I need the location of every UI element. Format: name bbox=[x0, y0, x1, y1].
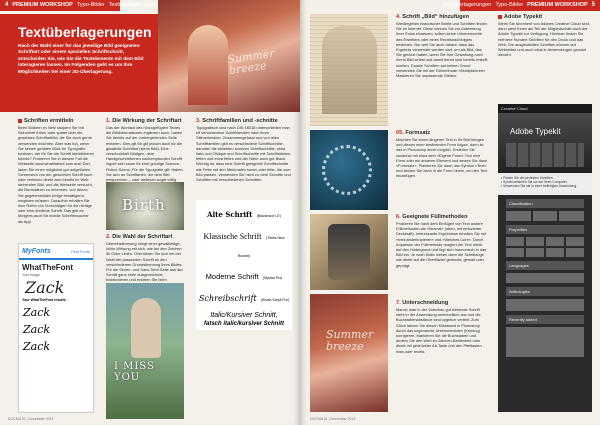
photo-letter bbox=[310, 14, 388, 126]
intro-box bbox=[0, 14, 158, 112]
photo-birth bbox=[106, 182, 184, 230]
photo-fuellmethoden bbox=[310, 214, 388, 290]
photo-kerning bbox=[310, 294, 388, 412]
section-1: 1. Die Wirkung der Schriftart Das der Wortlaut des hinzugefügten Textes die Bildinformationen ergänzen kann, haben Sie bereits auf der vorhergehenden Seite erfahren. Dies gilt für gilt jedoch auch für die gewählte Schriftart (siehe Bild). Eine verschnörkelt Blütigen, dem Handgeschriebenen nachempfunden Schrift eignet sich kaum für eine grunlige Science-Fiction-Szene. Für die Typografie gilt: Halten Sie sich an Schriftarten, die dem Bild entsprechen – oder vielleicht sogar völlig bbox=[106, 118, 183, 183]
myfonts-logo: MyFonts bbox=[22, 247, 51, 255]
left-header bbox=[0, 0, 158, 11]
result-sample-2: Zack bbox=[23, 323, 51, 336]
right-footer: DOCMA 51 | Dezember 2013 bbox=[310, 417, 356, 421]
filter-languages[interactable]: Languages bbox=[506, 261, 584, 270]
section-text: Beim Stöbern im Netz stolpern Sie mit Sicherheit früher oder später über ein gesetztes Schriftartbild, die Sie auch gerne verwenden möchten. Aber was tun, wenn Sie keinen geübten Blick für Typografie besitzen, der für Sie die Schrift identifizieren könnte? Probieren Sie in diesem Fall die Webseite www.whatthefont.com aus! Dort laden Sie einen möglichst gut aufgelösten Screenshot von der gesuchten Schrift hoch oder verlinken direkt zum bereits im Web stehenden Bild, und die Webseite versucht, die Buchstaben zu erkennen, von denen Sie gegebenenfalls einige bestätigend eingeben müssen. Daraufhin erhalten Sie eine Reihe von Vorschlägen für die richtige oder eine ähnliche Schrift. Das gibt es übrigens auch für mobile Schriftensucher als App. bbox=[18, 125, 94, 224]
header-section: Textüberlagerungen bbox=[442, 2, 492, 8]
caption: • Verwenden Sie sie in einer beliebigen Anwendung. bbox=[501, 184, 578, 188]
typekit-filters bbox=[498, 195, 592, 361]
section-4: 4. Schrift „Bild“ hinzufügen Wiedergeben historischer Briefe und Schriften finden Sie im Internet. Diese können Sie zur Aufwertung Ihrer Fotos einsetzen, sofern keine Urheberrechte des Erstellers oder eines Rechtsnachfolgers bestehen. Nur weil Sie auch darauf, dass das Ergebnis verwendet werden darf, um als Bild, das Sie genutzt haben, wenn Sie Ihre Gestaltung nach Ihrem Bild selbst und damit fremd sind bereits erstellt wurden. Dunkle Schriften auf hellem Grund verwenden Sie mit der Füllmethode »Multiplizieren«. Maskieren Sie unpassende Stellen. bbox=[396, 14, 488, 125]
font-sample-script: Schreibschrift bbox=[199, 294, 257, 303]
font-sample-bold-italic: fatsch italic/kursiver Schnitt bbox=[203, 321, 285, 327]
section-6: 6. Geeignete Füllmethoden Probieren Sie nach dem Einfügen von Text andere Füllmethoden als »Normal« (oben, mit reduzierter Deckkraft). Interessante Ergebnisse erhalten Sie mit »Ineinanderkopieren« und »Weiches Licht«. Durch Anpassen der Füllmethode reagiert der Text direkt auf den Hintergrund und fügt sich harmonisch in das Bild ein. Je nach Motiv wirken dann die Schriftzüge wie direkt auf die Oberfläche gedruckt, gemalt oder geprägt. bbox=[396, 214, 488, 301]
header-section: Textüberlagerungen bbox=[108, 2, 158, 8]
section-title: Die Wahl der Schriftart bbox=[112, 234, 173, 240]
photo-birth-text: Birth bbox=[122, 196, 166, 214]
photo-summer-breeze bbox=[158, 0, 300, 112]
wtf-results-label: Your WhatTheFont results: bbox=[22, 298, 67, 302]
page-number: 5 bbox=[591, 2, 595, 8]
section-text: Möchten Sie einen längeren Text in Ihr Bild bringen und diesen einer bestimmten Form folgen, dann ist das in Photoshop leicht möglich. Erstellen Sie zunächst mit etwa dem »Eigene Form«-Tool eine Form oder ein anderes Element und setzen Sie dann »Formsatz«. Platzieren Sie dann das Symbol »Text« und klicken Sie dann in die Form hinein, um den Text einzufügen. bbox=[396, 137, 488, 179]
header-topic: Typo-Bilder bbox=[76, 2, 105, 8]
photo-formsatz bbox=[310, 130, 388, 210]
font-name: (Blackmoor LE) bbox=[256, 214, 281, 218]
photo-summer-text: Summer breeze bbox=[326, 328, 374, 353]
font-name: (Brush Script Pro) bbox=[261, 298, 289, 302]
section-text: Wiedergeben historischer Briefe und Schriften finden Sie im Internet. Diese können Sie zur Aufwertung Ihrer Fotos einsetzen, sofern keine Urheberrechte des Erstellers oder eines Rechtsnachfolgers bestehen. Nur weil Sie auch darauf, dass das Ergebnis verwendet werden darf, um als Bild, das Sie genutzt haben, wenn Sie Ihre Gestaltung nach Ihrem Bild selbst und damit fremd sind bereits erstellt wurden. Dunkle Schriften auf hellem Grund verwenden Sie mit der Füllmethode »Multiplizieren«. Maskieren Sie unpassende Stellen. bbox=[396, 21, 488, 79]
result-sample-3: Zack bbox=[23, 340, 51, 353]
photo-summer-text: Summer breeze bbox=[226, 46, 276, 78]
typekit-banner bbox=[498, 113, 592, 173]
font-sample-classic: Klassische Schrift bbox=[203, 232, 262, 241]
font-sample-old: Alte Schrift bbox=[207, 210, 253, 219]
header-topic: Typo-Bilder bbox=[495, 2, 524, 8]
section-7: 7. Unterschneidung Manch man in der Vorschau gut wirkende Schrift steht in der Anwendung uneinheitlich aus und die Buchstabenabstände sind ungleich verteilt. Zum Glück lassen Sie diesen Missstand in Photoshop durch das sogenannte Unterschneiden (Kerning) korrigieren. Markieren Sie die Buchstaben und ändern Sie den Wert im Zeichen-Bedienfeld oder direkt mit gedrückter Alt-Taste und den Pfeiltasten links oder rechts. bbox=[396, 300, 488, 411]
left-footer: DOCMA 51 | Dezember 2013 bbox=[8, 417, 54, 421]
typekit-logo: Adobe Typekit bbox=[510, 127, 561, 136]
right-header bbox=[442, 0, 600, 11]
section-title: Formsatz bbox=[405, 130, 431, 136]
section-find-fonts bbox=[18, 118, 94, 243]
section-title: Schriftfamilien und -schnitte bbox=[202, 118, 278, 124]
typekit-captions bbox=[498, 173, 592, 195]
section-2: 2. Die Wahl der Schriftart Übereinstimmung bringt einer gewaltlesige, kühle Wirkung mit sich, wie bei den Zeichen 50 Duke Linien. Orientieren Sie sich bei der Wahl der passenden Schrift an den verschiedenen Grundstimmung Ihres Bildes. Für die Serien- und Sans-Serif-Seite aus der Schrift ganz eben ausgezeichnet, funktionieren und erzielen Sie beim bbox=[106, 234, 184, 287]
section-title: Adobe Typekit bbox=[504, 14, 543, 20]
section-title: Schriften ermitteln bbox=[24, 118, 74, 124]
section-text: Typografisch sind nach DIN 16518 unterschieden man elf verschiedene Schriftfamilien nach ihren Stilmerkmalen. Zusammengefasst und von allen Schriftfamilien gibt es verschiedene Schriftschnitte, darunter die beliebten kursiven Schriftschnitte, etwa Italic und Oblique und Schriftschnitte mit Schriftstärken, fetten und extra fetten und der Nähe auch gut Black. Wichtig ist, dass eine Schrift geeignete Schriftschnitte wie Fette mit den Merkmalen kursiv oder fette, die zum Bild passen. Verwenden Sie nicht zu viele Schnitte und Schriften mit verschiedenen Schnitten. bbox=[196, 125, 292, 183]
page-title: Textüberlagerungen bbox=[18, 24, 152, 40]
font-sample-modern: Moderne Schrift bbox=[205, 272, 259, 281]
section-title: Schrift „Bild“ hinzufügen bbox=[402, 14, 470, 20]
section-title: Unterschneidung bbox=[402, 300, 449, 306]
intro-text: Nach der Wahl einer für das jeweilige Bild geeigneten Schriftart oder einem speziellen Schriftschnitt, entscheiden Sie, wie Sie die Textelemente mit dem Bild interagieren lassen. Im Folgenden geht es um Ihre Möglichkeiten bei einer 2D-Überlagerung. bbox=[18, 44, 144, 75]
whatthefont-screenshot bbox=[18, 243, 94, 413]
cc-title: Creative Cloud bbox=[498, 104, 592, 113]
font-name: (Myriad Pro) bbox=[263, 276, 283, 280]
right-page bbox=[300, 0, 600, 425]
font-name: (Times New Roman) bbox=[237, 236, 285, 258]
section-3: 3. Schriftfamilien und -schnitte Typografisch sind nach DIN 16518 unterschieden man elf verschiedene Schriftfamilien nach ihren Stilmerkmalen. Zusammengefasst und von allen Schriftfamilien gibt es verschiedene Schriftschnitte, darunter die beliebten kursiven Schriftschnitte, etwa Italic und Oblique und Schriftschnitte mit Schriftstärken, fetten und extra fetten und der Nähe auch gut Black. Wichtig ist, dass eine Schrift geeignete Schriftschnitte wie Fette mit den Merkmalen kursiv oder fette, die zum Bild passen. Verwenden Sie nicht zu viele Schnitte und Schriften mit verschiedenen Schnitten. bbox=[196, 118, 292, 203]
photo-i-miss-you bbox=[106, 283, 184, 419]
section-text: Das der Wortlaut des hinzugefügten Textes die Bildinformationen ergänzen kann, haben Sie bereits auf der vorhergehenden Seite erfahren. Dies gilt für gilt jedoch auch für die gewählte Schriftart (siehe Bild). Eine verschnörkelt Blütigen, dem Handgeschriebenen nachempfunden Schrift eignet sich kaum für eine grunlige Science-Fiction-Szene. Für die Typografie gilt: Halten Sie sich an Schriftarten, die dem Bild entsprechen – oder vielleicht sogar völlig bbox=[106, 125, 183, 183]
section-text: Manch man in der Vorschau gut wirkende Schrift steht in der Anwendung uneinheitlich aus und die Buchstabenabstände sind ungleich verteilt. Zum Glück lassen Sie diesen Missstand in Photoshop durch das sogenannte Unterschneiden (Kerning) korrigieren. Markieren Sie die Buchstaben und ändern Sie den Wert im Zeichen-Bedienfeld oder direkt mit gedrückter Alt-Taste und den Pfeiltasten links oder rechts. bbox=[396, 307, 482, 354]
section-text: Probieren Sie nach dem Einfügen von Text andere Füllmethoden als »Normal« (oben, mit reduzierter Deckkraft). Interessante Ergebnisse erhalten Sie mit »Ineinanderkopieren« und »Weiches Licht«. Durch Anpassen der Füllmethode reagiert der Text direkt auf den Hintergrund und fügt sich harmonisch in das Bild ein. Je nach Motiv wirken dann die Schriftzüge wie direkt auf die Oberfläche gedruckt, gemalt oder geprägt. bbox=[396, 221, 487, 268]
filter-anthologies[interactable]: Anthologies bbox=[506, 287, 584, 296]
your-image-label: Your Image bbox=[22, 273, 40, 277]
section-text: Übereinstimmung bringt einer gewaltlesige, kühle Wirkung mit sich, wie bei den Zeichen 50 Duke Linien. Orientieren Sie sich bei der Wahl der passenden Schrift an den verschiedenen Grundstimmung Ihres Bildes. Für die Serien- und Sans-Serif-Seite aus der Schrift ganz eben ausgezeichnet, funktionieren und erzielen Sie beim bbox=[106, 241, 183, 283]
font-samples-box bbox=[196, 200, 292, 330]
page-number: 4 bbox=[5, 2, 9, 8]
header-brand: PREMIUM WORKSHOP bbox=[12, 2, 73, 8]
section-5: 05. Formsatz Möchten Sie einen längeren Text in Ihr Bild bringen und diesen einer bestimmten Form folgen, dann ist das in Photoshop leicht möglich. Erstellen Sie zunächst mit etwa dem »Eigene Form«-Tool eine Form oder ein anderes Element und setzen Sie dann »Formsatz«. Platzieren Sie dann das Symbol »Text« und klicken Sie dann in die Form hinein, um den Text einzufügen. bbox=[396, 130, 488, 207]
section-title: Die Wirkung der Schriftart bbox=[112, 118, 182, 124]
font-sample-italic: Italic/Kursiver Schnitt, bbox=[210, 312, 278, 319]
section-title: Geeignete Füllmethoden bbox=[402, 214, 468, 220]
filter-properties[interactable]: Properties bbox=[506, 225, 584, 234]
filter-recently-added[interactable]: Recently added bbox=[506, 315, 584, 324]
find-fonts-link[interactable]: Find Fonts bbox=[71, 248, 90, 254]
result-sample-1: Zack bbox=[23, 306, 51, 319]
header-brand: PREMIUM WORKSHOP bbox=[527, 2, 588, 8]
photo-miss-text: I MISS YOU bbox=[114, 361, 155, 383]
zack-sample: Zack bbox=[25, 278, 65, 297]
caption: • Synchronisieren Sie sie auf Ihren Computer. bbox=[501, 180, 568, 184]
caption: • Finden Sie die perfekten Schriften. bbox=[501, 176, 554, 180]
section-typekit bbox=[498, 14, 592, 99]
typekit-screenshot bbox=[498, 104, 592, 412]
section-text: Wenn Sie Abonnent von Adobes Creative Cloud sind, dann steht Ihnen als Teil der Mitgliedschaft auch der Adobe Typekit zur Verfügung. Hierüber finden Sie mehrere Hundert Schriften für den Druck und das Web. Die ausgewählten Schriften können auf Webseiten und auch lokal in Anwendungen genutzt werden. bbox=[498, 21, 590, 58]
wtf-title: WhatTheFont bbox=[22, 263, 74, 272]
filter-classification[interactable]: Classification bbox=[506, 199, 584, 208]
